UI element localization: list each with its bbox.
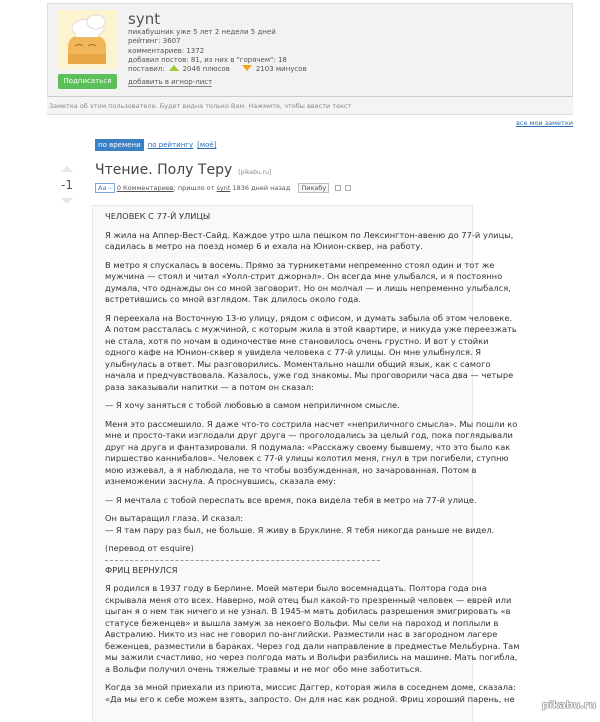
text-line: (перевод от esquire) bbox=[105, 543, 194, 553]
paragraph bbox=[105, 543, 472, 555]
save-icon[interactable] bbox=[335, 185, 341, 191]
tab-by-rating[interactable]: по рейтингу bbox=[147, 141, 194, 149]
text-line: мне и просто-таки изглодали друг друга — проголодались за целый год, пока поглядывали bbox=[105, 430, 513, 440]
text-line: «Да мы его к себе можем взять, запросто. Он для нас как родной. Фриц хороший парень, не bbox=[105, 693, 515, 704]
avatar bbox=[58, 10, 117, 69]
text-line: не стала, хотя по ночам в одиночестве мне становилось очень грустно. И вот у стойки bbox=[105, 335, 489, 346]
gave-label: поставил: bbox=[128, 65, 165, 74]
text-line: изнеможении заснула. А проснувшись, сказала ему: bbox=[105, 476, 336, 486]
post-source: [pikabu.ru] bbox=[238, 169, 272, 176]
font-size-button[interactable]: Aa – bbox=[95, 183, 115, 193]
text-line: друг на друга и фантазировали. Я подумала: «Расскажу своему бывшему, что это было как bbox=[105, 441, 511, 452]
paragraph bbox=[105, 513, 495, 536]
pluses: 2046 плюсов bbox=[182, 65, 230, 74]
text-line: а Вольфи получил очень тяжелые травмы и не мог обо мне заботиться. bbox=[105, 663, 422, 674]
text-line: Я переехала на Восточную 13-ю улицу, рядом с офисом, и думать забыла об этом человеке. bbox=[105, 312, 513, 323]
all-notes-link[interactable]: все мои заметки bbox=[516, 119, 573, 127]
text-line: улыбнулась в ответ. Мы разговорились. Моментально нашли общий язык, как с самого bbox=[105, 358, 491, 369]
paragraph bbox=[105, 494, 477, 507]
story-heading: ФРИЦ ВЕРНУЛСЯ bbox=[105, 564, 178, 575]
user-profile-card bbox=[47, 3, 573, 97]
comments-link[interactable]: 0 Комментариев bbox=[116, 184, 174, 192]
paragraph bbox=[105, 259, 511, 306]
text-line: Я родился в 1937 году в Берлине. Моей матери было восемнадцать. Полтора года она bbox=[105, 583, 487, 593]
minuses: 2103 минусов bbox=[255, 65, 307, 74]
text-line: раза заказывали напитки — а потом он сказал: bbox=[105, 381, 314, 392]
expand-icon[interactable] bbox=[345, 185, 351, 191]
votes-given bbox=[128, 65, 307, 74]
tab-mine[interactable]: [моё] bbox=[197, 141, 217, 149]
text-line: Когда за мной приехали из приюта, миссис Даггер, которая жила в соседнем доме, сказала: bbox=[105, 682, 516, 692]
text-line: — Я там пару раз был, не больше. Я живу в Бруклине. Я тебя никогда раньше не видел. bbox=[105, 524, 495, 535]
upvote-icon[interactable] bbox=[61, 166, 73, 172]
story-heading: ЧЕЛОВЕК С 77-Й УЛИЦЫ bbox=[105, 211, 211, 221]
post-content bbox=[92, 205, 520, 722]
post-meta bbox=[95, 184, 351, 192]
tenure: пикабушник уже 5 лет 2 недели 5 дней bbox=[128, 28, 276, 36]
paragraph bbox=[105, 682, 516, 705]
text-line: садилась в метро на поезд номер 6 и ехала на Юнион-сквер, на работу. bbox=[105, 241, 423, 251]
minus-icon bbox=[242, 65, 252, 71]
posts-count: добавил постов: 81, из них в "горячем": 18 bbox=[128, 55, 287, 64]
text-line: Меня это рассмешило. Я даже что-то сострила насчет «неприличного смысла». Мы пошли ко bbox=[105, 418, 518, 429]
post-age: 1836 дней назад bbox=[232, 184, 291, 192]
post-title[interactable] bbox=[95, 162, 271, 178]
paragraph bbox=[105, 400, 472, 412]
text-line: Он вытаращил глаза. И сказал: bbox=[105, 513, 244, 523]
subscribe-button[interactable]: Подписаться bbox=[58, 74, 117, 89]
divider bbox=[105, 560, 380, 561]
paragraph bbox=[105, 312, 517, 394]
text-line: Я жила на Аппер-Вест-Сайд. Каждое утро шла пешком по Лексингтон-авеню до 77-й улицы, bbox=[105, 229, 514, 240]
rating: рейтинг: 3607 bbox=[128, 37, 181, 46]
text-line: статусе беженцев» и вышла замуж за некоего Вольфи. Мы сели на пароход и поплыли в bbox=[105, 617, 499, 628]
comments-count: комментариев: 1372 bbox=[128, 46, 205, 55]
tab-by-time[interactable]: по времени bbox=[95, 139, 144, 151]
text-line: мою изжевал, а я наблюдала, не то чтобы возбужденная, но зачарованная. Потом в bbox=[105, 464, 477, 475]
paragraph bbox=[105, 583, 520, 675]
text-line: — Я мечтала с тобой переспать все время, пока видела тебя в метро на 77-й улице. bbox=[105, 494, 477, 505]
author-link[interactable]: synt bbox=[216, 184, 231, 192]
text-line: беженцев, разместили в бараках. Через год дали направление в предместье Мельбурна. Там bbox=[105, 640, 520, 651]
text-line: пиршество каннибалов». Человек с 77-й улицы колотил меня, гнул в три погибели, ступню bbox=[105, 453, 509, 463]
downvote-icon[interactable] bbox=[61, 198, 73, 204]
text-line: одного кафе на Юнион-сквер я увидела человека с 77-й улицы. Он мне улыбнулся. Я bbox=[105, 347, 481, 357]
text-line: — Я хочу заняться с тобой любовью в самом неприличном смысле. bbox=[105, 400, 400, 410]
text-line: В метро я спускалась в восемь. Прямо за турникетами непременно стоял один и тот же bbox=[105, 259, 495, 270]
paragraph bbox=[105, 229, 514, 253]
text-line: мужчина — стоял и читал «Уолл-стрит джорнэл». Он всегда мне улыбался, и я постоянно bbox=[105, 271, 503, 281]
text-line: цыган я о нем так ничего и не узнал. В 1945-м мать добилась разрешения эмигрировать «в bbox=[105, 606, 511, 616]
paragraph bbox=[105, 418, 518, 488]
text-line: мы зажили счастливо, но через полгода мать и Вольфи разбились на машине. Мать погибла, bbox=[105, 652, 518, 662]
text-line: скрывала меня ото всех. Наверно, мой отец был какой-то презренный человек — еврей или bbox=[105, 594, 512, 605]
sort-tabs bbox=[95, 141, 216, 149]
user-note-input[interactable]: Заметка об этом пользователе. Будет видна только Вам. Нажмите, чтобы ввести текст bbox=[47, 97, 573, 115]
text-line: А потом рассталась с мужчиной, с которым жила в этой квартире, и никуда уже переезжать bbox=[105, 324, 517, 334]
post-title-text[interactable]: Чтение. Полу Теру bbox=[95, 162, 233, 178]
user-stats bbox=[128, 28, 307, 74]
pikabu-button[interactable]: Пикабу bbox=[298, 183, 329, 193]
text-line: думала, что однажды он со мной заговорит. Но он молчал — и лишь непременно улыбался, bbox=[105, 282, 511, 293]
vote-widget bbox=[58, 166, 76, 204]
add-to-ignore-link[interactable]: добавить в игнор-лист bbox=[128, 78, 213, 86]
text-line: начала и предчувствовала. Казалось, уже год знакомы. Мы проговорили часа два — четыре bbox=[105, 370, 514, 380]
from-text: ; пришло от bbox=[173, 184, 215, 192]
plus-icon bbox=[169, 65, 179, 71]
text-line: Австралию. Никто из нас не говорил по-английски. Разместили нас в загородном лагере bbox=[105, 629, 498, 639]
post-score: -1 bbox=[61, 178, 73, 192]
username: synt bbox=[128, 10, 161, 28]
watermark: pikabu.ru bbox=[541, 700, 596, 711]
text-line: встретившись со мной взглядом. Так длилось около года. bbox=[105, 294, 361, 304]
